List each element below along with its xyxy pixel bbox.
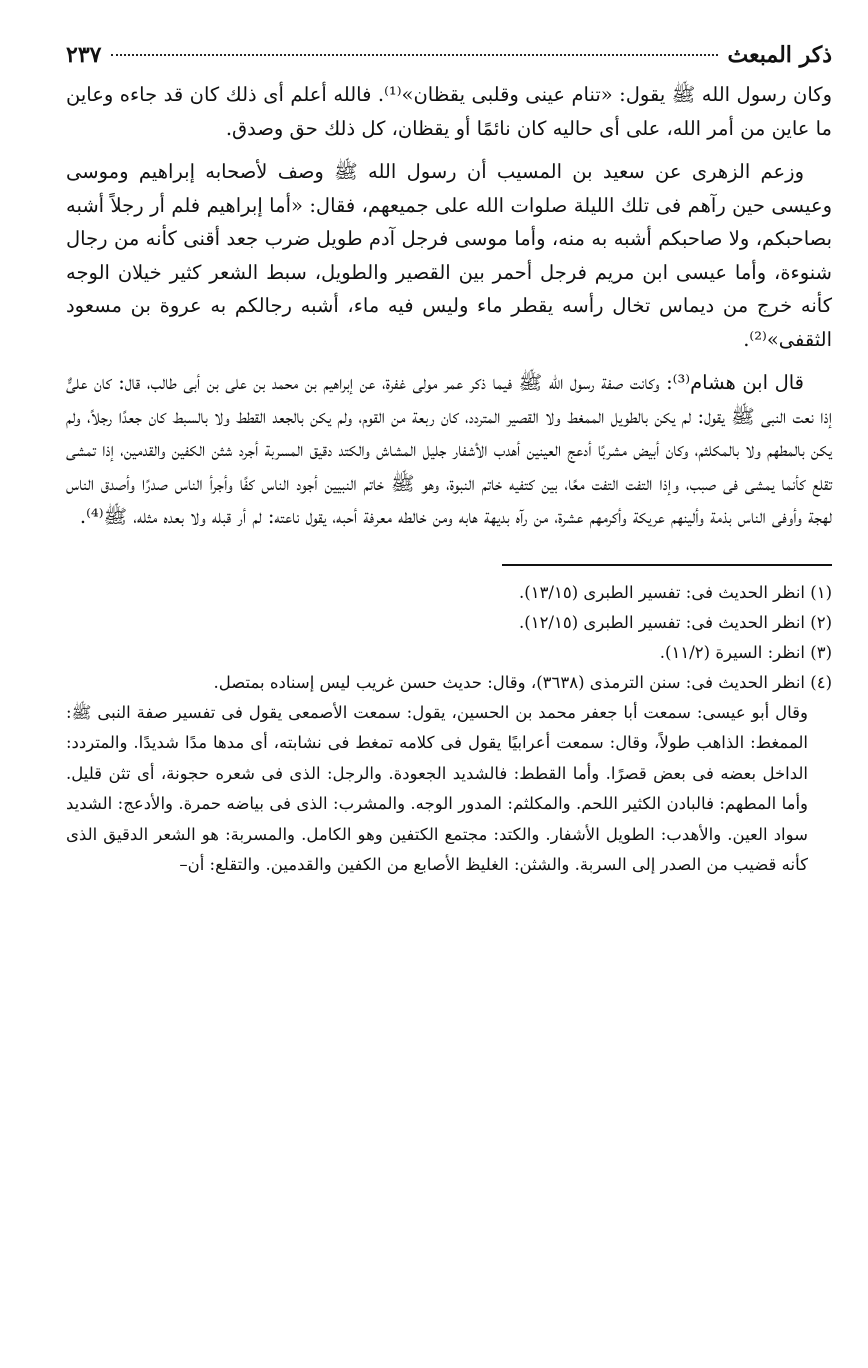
footnotes [66,578,832,882]
page-header [66,38,832,72]
running-title: ذكر المبعث [727,42,832,68]
header-dot-leader [111,54,717,56]
footnote-4: (٤) انظر الحديث فى: سنن الترمذى (٣٦٣٨)، وقال: حديث حسن غريب ليس إسناده بمتصل. [213,672,832,692]
footnote-4-continuation: وقال أبو عيسى: سمعت أبا جعفر محمد بن الحسين، يقول: سمعت الأصمعى يقول فى تفسير صفة النبى ﷺ: الممغط: الذاهب طولاً، وقال: سمعت أعرابيًا يقول فى كلامه تمغط فى نشابته، أى مدها مدًا شديدًا. والمتردد: الداخل بعضه فى بعض قصرًا. وأما القطط: فالشديد الجعودة. والرجل: الذى فى شعره حجونة، أى تثن قليل. وأما المطهم: فالبادن الكثير اللحم. والمكلثم: المدور الوجه. والمشرب: الذى فى بياضه حمرة. والأدعج: الشديد سواد العين. والأهدب: الطويل الأشفار. والكتد: مجتمع الكتفين وهو الكامل. والمسربة: هو الشعر الدقيق الذى كأنه قضيب من الصدر إلى السربة. والشثن: الغليظ الأصابع من الكفين والقدمين. والتقلع: أن– [66,702,808,875]
paragraph-3: قال ابن هشام⁽³⁾: وكانت صفة رسول الله ﷺ فيما ذكر عمر مولى غفرة، عن إبراهيم بن محمد بن على بن أبى طالب، قال: كان علىٌّ إذا نعت النبى ﷺ يقول: لم يكن بالطويل الممغط ولا القصير المتردد، كان ربعة من القوم، ولم يكن بالجعد القطط ولا بالسبط كان جعدًا رجلاً، ولم يكن بالمطهم ولا بالمكلثم، وكان أبيض مشربًا أدعج العينين أهدب الأشفار جليل المشاش والكتد دقيق المسربة أجرد شثن الكفين والقدمين، إذا تمشى تقلع كأنما يمشى فى صبب، وإذا التفت التفت معًا، بين كتفيه خاتم النبوة، وهو ﷺ خاتم النبيين أجود الناس كفًا وأجرأ الناس صدرًا وأصدق الناس لهجة وأوفى الناس بذمة وألينهم عريكة وأكرمهم عشرة، من رآه بديهة هابه ومن خالطه معرفة أحبه، يقول ناعته: لم أر قبله ولا بعده مثله، ﷺ⁽⁴⁾. [66,371,832,528]
paragraph-1: وكان رسول الله ﷺ يقول: «تنام عينى وقلبى يقظان»⁽¹⁾. فالله أعلم أى ذلك كان قد جاءه وعاين ما عاين من أمر الله، على أى حاليه كان نائمًا أو يقظان، كل ذلك حق وصدق. [66,83,832,140]
footnote-1: (١) انظر الحديث فى: تفسير الطبرى (١٣/١٥). [519,582,832,602]
page-number: ٢٣٧ [66,42,102,68]
footnote-2: (٢) انظر الحديث فى: تفسير الطبرى (١٢/١٥). [519,612,832,632]
footnote-3: (٣) انظر: السيرة (١١/٢). [659,642,832,662]
footnote-separator [502,564,832,566]
paragraph-2: وزعم الزهرى عن سعيد بن المسيب أن رسول الله ﷺ وصف لأصحابه إبراهيم وموسى وعيسى حين رآهم فى تلك الليلة صلوات الله على جميعهم، فقال: «أما إبراهيم فلم أر رجلاً أشبه بصاحبكم، ولا صاحبكم أشبه به منه، وأما موسى فرجل آدم طويل ضرب جعد أقنى كأنه من رجال شنوءة، وأما عيسى ابن مريم فرجل أحمر بين القصير والطويل، سبط الشعر كثير خيلان الوجه كأنه خرج من ديماس تخال رأسه يقطر ماء وليس فيه ماء، أشبه رجالكم به عروة بن مسعود الثقفى»⁽²⁾. [66,160,832,351]
main-text [66,78,832,534]
